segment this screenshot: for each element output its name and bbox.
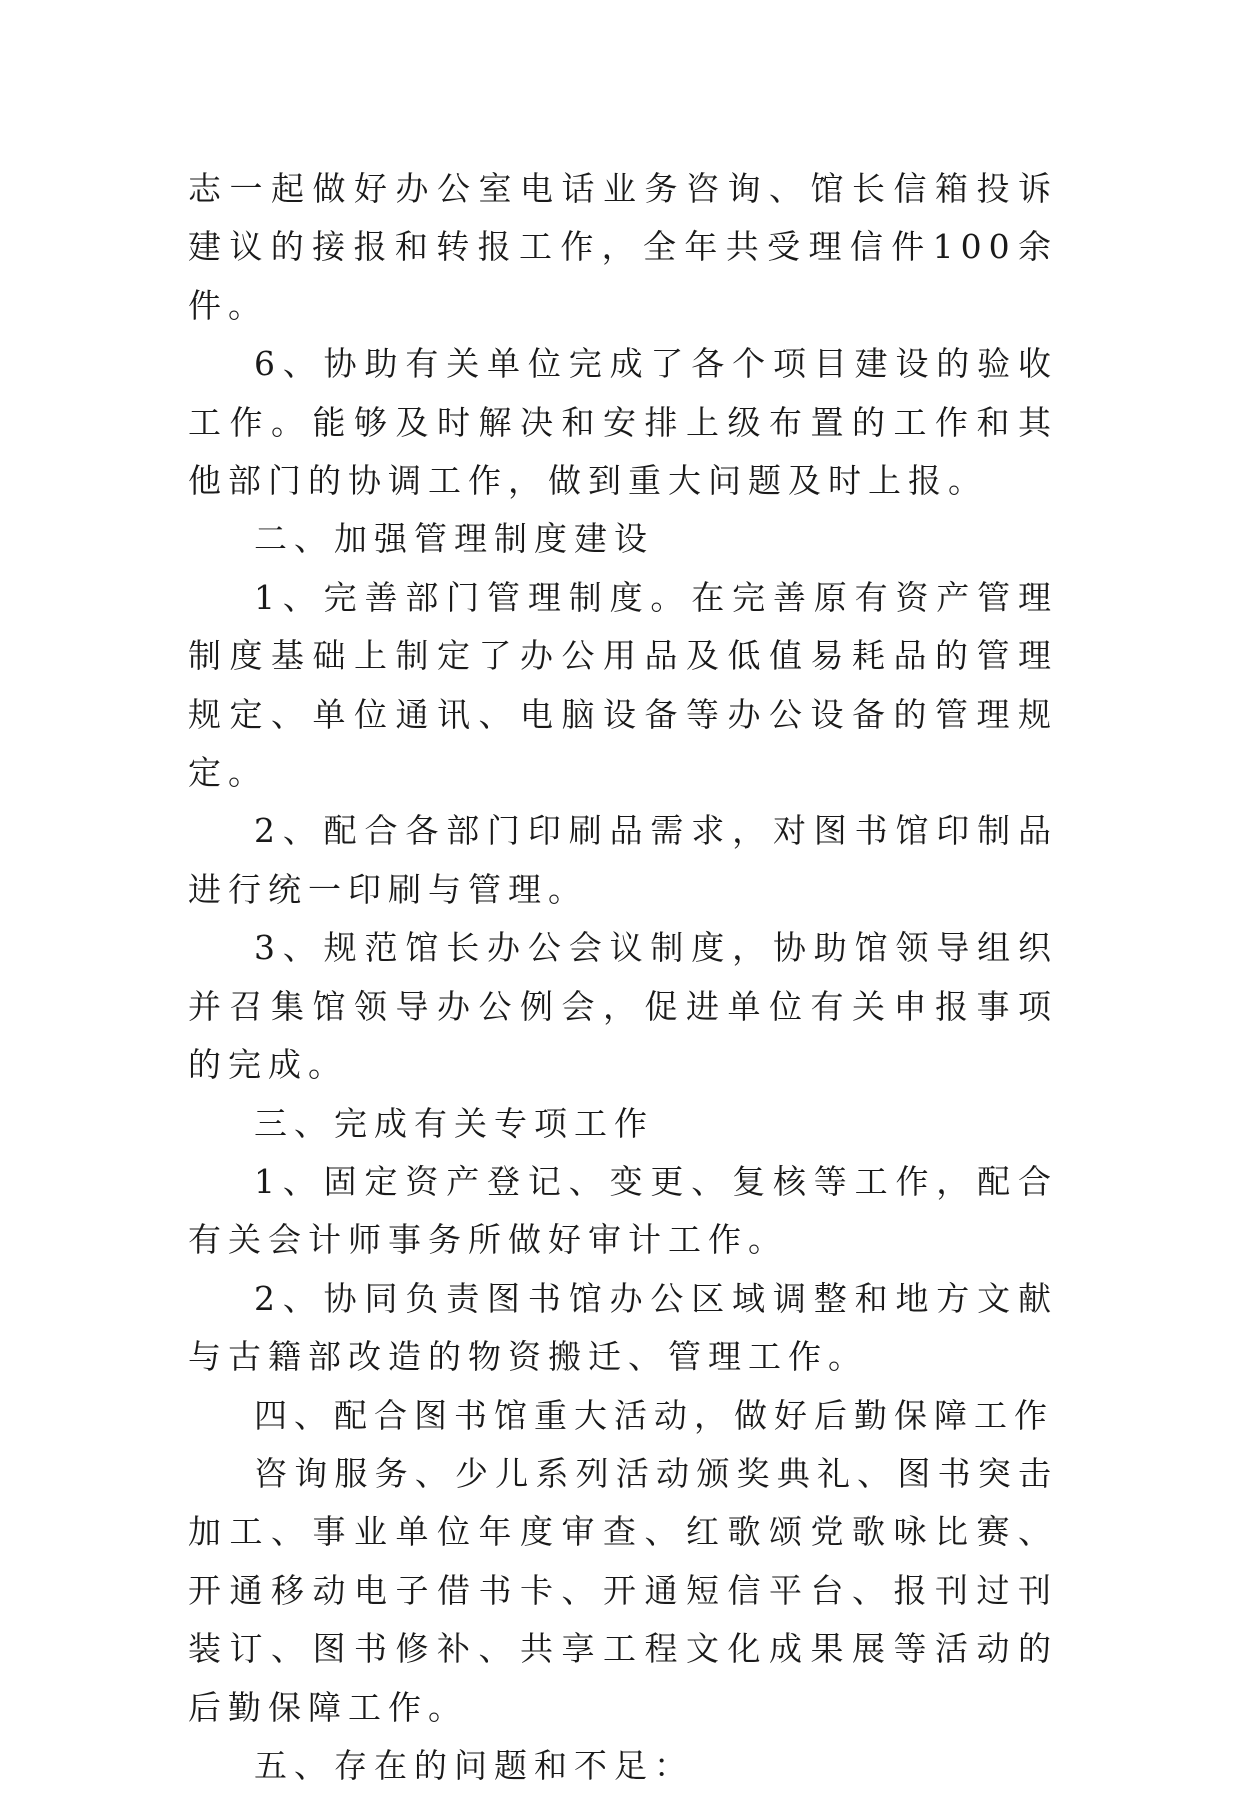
section-heading-3: 三、完成有关专项工作 [254, 1103, 654, 1143]
paragraph-section3-item-1: 1、固定资产登记、变更、复核等工作，配合有关会计师事务所做好审计工作。 [188, 1161, 1058, 1260]
paragraph-section3-item-2: 2、协同负责图书馆办公区域调整和地方文献与古籍部改造的物资搬迁、管理工作。 [188, 1278, 1058, 1377]
section-heading-5: 五、存在的问题和不足： [254, 1745, 694, 1785]
paragraph-section2-item-1: 1、完善部门管理制度。在完善原有资产管理制度基础上制定了办公用品及低值易耗品的管理规定、单位通讯、电脑设备等办公设备的管理规定。 [188, 577, 1058, 793]
paragraph-section2-item-2: 2、配合各部门印刷品需求，对图书馆印制品进行统一印刷与管理。 [188, 811, 1058, 909]
paragraph-item-6: 6、协助有关单位完成了各个项目建设的验收工作。能够及时解决和安排上级布置的工作和其他部门的协调工作，做到重大问题及时上报。 [188, 344, 1058, 501]
document-body [188, 160, 1058, 1795]
paragraph-continuation: 志一起做好办公室电话业务咨询、馆长信箱投诉建议的接报和转报工作，全年共受理信件100余件。 [188, 169, 1058, 325]
section-heading-2: 二、加强管理制度建设 [254, 519, 654, 559]
section-heading-4: 四、配合图书馆重大活动，做好后勤保障工作 [254, 1395, 1054, 1435]
paragraph-section2-item-3: 3、规范馆长办公会议制度，协助馆领导组织并召集馆领导办公例会，促进单位有关申报事项的完成。 [188, 928, 1058, 1085]
paragraph-section4-body: 咨询服务、少儿系列活动颁奖典礼、图书突击加工、事业单位年度审查、红歌颂党歌咏比赛、开通移动电子借书卡、开通短信平台、报刊过刊装订、图书修补、共享工程文化成果展等活动的后勤保障工作。 [188, 1453, 1058, 1727]
